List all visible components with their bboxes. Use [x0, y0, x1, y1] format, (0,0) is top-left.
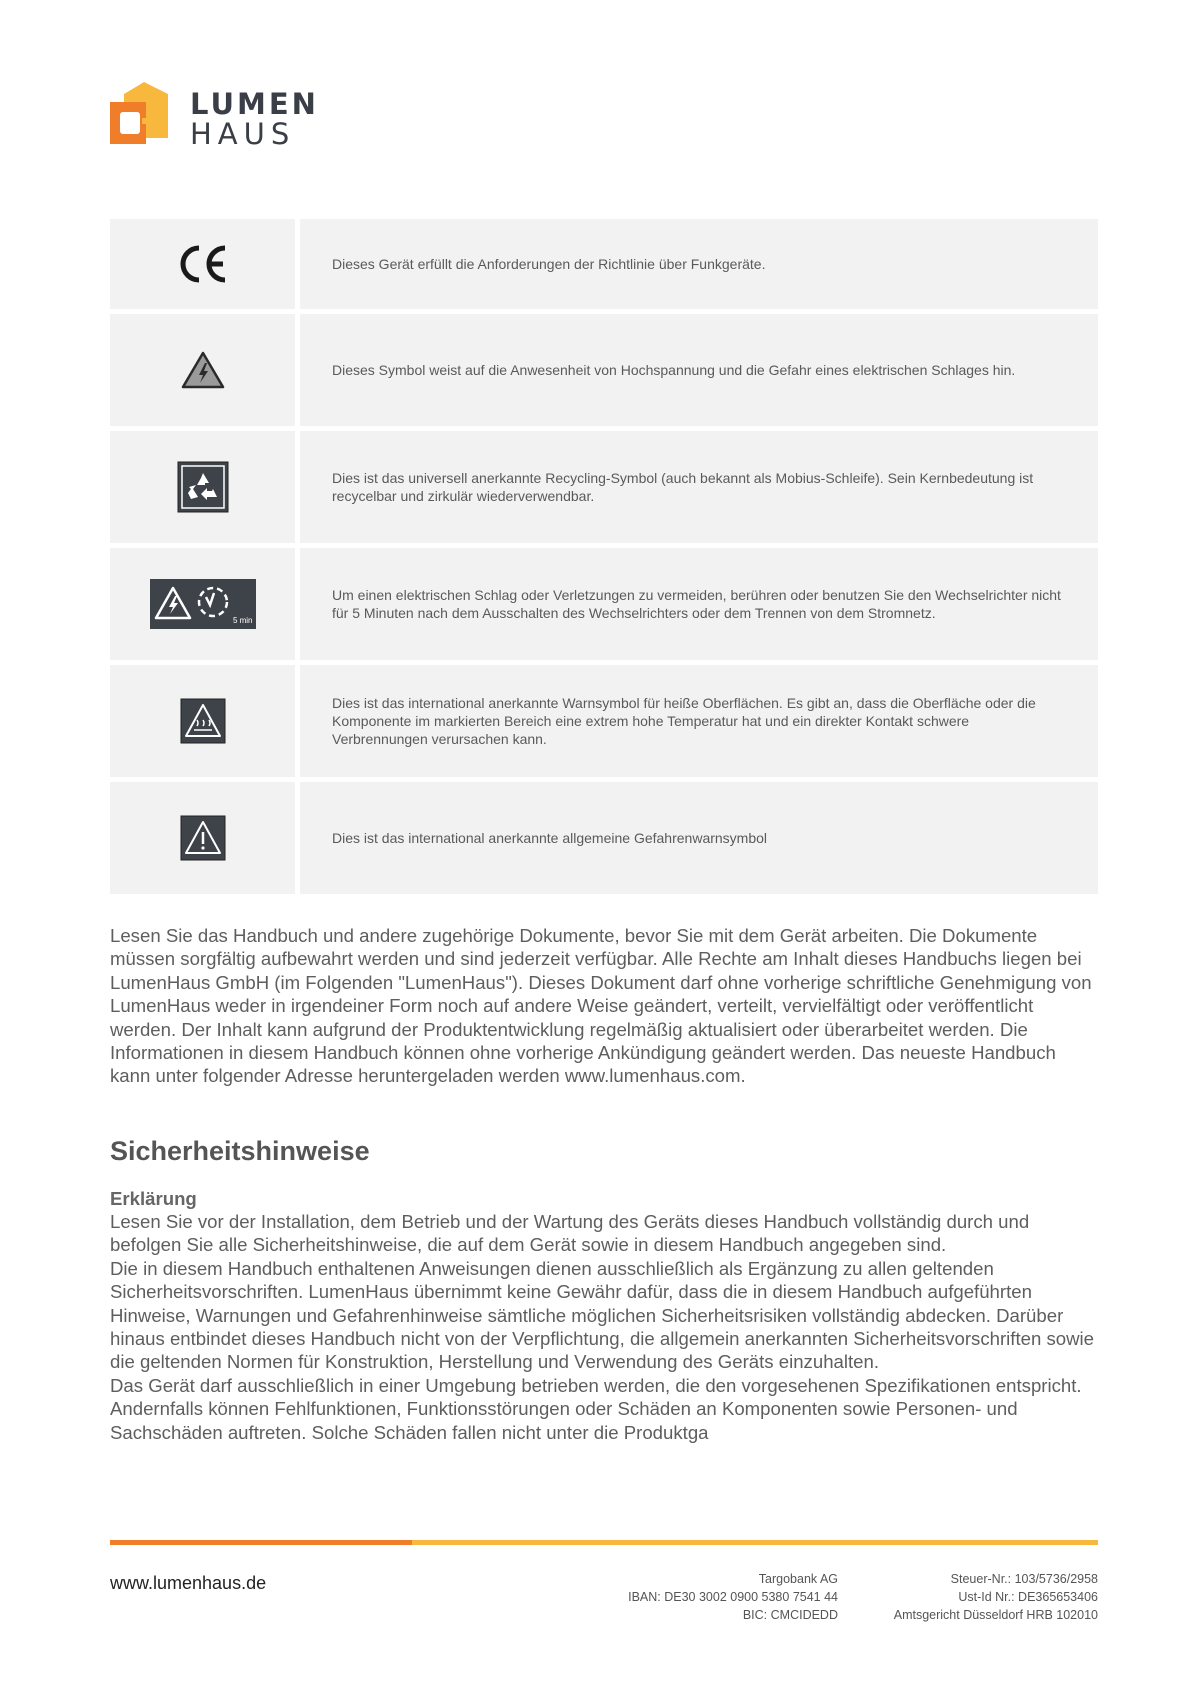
high-voltage-warning-icon — [181, 351, 225, 389]
court-register: Amtsgericht Düsseldorf HRB 102010 — [893, 1608, 1098, 1622]
symbol-icon-cell — [110, 782, 295, 894]
logo-line-1: LUMEN — [190, 87, 319, 121]
body-paragraph: Das Gerät darf ausschließlich in einer Umgebung betrieben werden, die den vorgesehenen Spezifikationen entspricht. Andernfalls können Fehlfunktionen, Funktionsstörungen oder Schäden an Komponenten sowie Personen- und Sachschäden auftreten. Solche Schäden fallen nicht unter die Produktga — [110, 1374, 1082, 1443]
symbol-description: Dies ist das international anerkannte allgemeine Gefahrenwarnsymbol — [300, 782, 1098, 894]
symbol-icon-cell — [110, 548, 295, 660]
bank-iban: IBAN: DE30 3002 0900 5380 7541 44 — [628, 1590, 838, 1604]
symbol-icon-cell — [110, 219, 295, 309]
symbol-row — [110, 219, 1098, 309]
footer-divider — [110, 1540, 1098, 1545]
symbol-table — [110, 219, 1098, 899]
symbol-row — [110, 431, 1098, 543]
symbol-description: Dieses Gerät erfüllt die Anforderungen der Richtlinie über Funkgeräte. — [300, 219, 1098, 309]
symbol-description: Um einen elektrischen Schlag oder Verletzungen zu vermeiden, berühren oder benutzen Sie den Wechselrichter nicht für 5 Minuten nach dem Ausschalten des Wechselrichters oder dem Trennen von dem Stromnetz. — [300, 548, 1098, 660]
symbol-row — [110, 782, 1098, 894]
general-warning-icon — [180, 815, 226, 861]
symbol-icon-cell — [110, 431, 295, 543]
ce-mark-icon — [177, 244, 229, 284]
symbol-row — [110, 314, 1098, 426]
symbol-row — [110, 665, 1098, 777]
symbol-row — [110, 548, 1098, 660]
section-title: Sicherheitshinweise — [110, 1136, 370, 1166]
tax-number: Steuer-Nr.: 103/5736/2958 — [950, 1572, 1098, 1586]
section-body — [110, 1210, 1100, 1444]
body-paragraph: Die in diesem Handbuch enthaltenen Anweisungen dienen ausschließlich als Ergänzung zu allen geltenden Sicherheitsvorschriften. LumenHaus übernimmt keine Gewähr dafür, dass die in diesem Handbuch aufgeführten Hinweise, Warnungen und Gefahrenhinweise sämtliche möglichen Sicherheitsrisiken vollständig abdecken. Darüber hinaus entbindet dieses Handbuch nicht von der Verpflichtung, die allgemein anerkannten Sicherheitsvorschriften sowie die geltenden Normen für Konstruktion, Herstellung und Verwendung des Geräts einzuhalten. — [110, 1257, 1095, 1373]
footer-bank-info — [628, 1570, 838, 1624]
footer-divider-orange — [110, 1540, 412, 1545]
house-logo-icon — [110, 82, 180, 148]
symbol-description: Dies ist das universell anerkannte Recycling-Symbol (auch bekannt als Mobius-Schleife). Sein Kernbedeutung ist recycelbar und zirkulär wiederverwendbar. — [300, 431, 1098, 543]
discharge-time-warning-icon — [150, 579, 256, 629]
symbol-description: Dies ist das international anerkannte Warnsymbol für heiße Oberflächen. Es gibt an, dass die Oberfläche oder die Komponente im markierten Bereich eine extrem hohe Temperatur hat und ein direkter Kontakt schwere Verbrennungen verursachen kann. — [300, 665, 1098, 777]
footer-tax-info — [894, 1570, 1098, 1624]
body-paragraph: Lesen Sie vor der Installation, dem Betrieb und der Wartung des Geräts dieses Handbuch vollständig durch und befolgen Sie alle Sicherheitshinweise, die auf dem Gerät sowie in diesem Handbuch angegeben sind. — [110, 1211, 1030, 1256]
logo-wordmark — [190, 87, 319, 151]
discharge-time-label: 5 min — [232, 616, 253, 625]
symbol-icon-cell — [110, 665, 295, 777]
bank-bic: BIC: CMCIDEDD — [742, 1608, 838, 1622]
company-logo — [110, 82, 340, 151]
recycling-icon — [177, 461, 229, 513]
symbol-description: Dieses Symbol weist auf die Anwesenheit von Hochspannung und die Gefahr eines elektrischen Schlages hin. — [300, 314, 1098, 426]
bank-name: Targobank AG — [758, 1572, 838, 1586]
footer-website[interactable]: www.lumenhaus.de — [110, 1573, 267, 1593]
symbol-icon-cell — [110, 314, 295, 426]
subsection-title: Erklärung — [110, 1188, 197, 1209]
hot-surface-warning-icon — [180, 698, 226, 744]
footer-divider-yellow — [412, 1540, 1098, 1545]
intro-paragraph: Lesen Sie das Handbuch und andere zugehörige Dokumente, bevor Sie mit dem Gerät arbeiten. Die Dokumente müssen sorgfältig aufbewahrt werden und sind jederzeit verfügbar. Alle Rechte am Inhalt dieses Handbuchs liegen bei LumenHaus GmbH (im Folgenden "LumenHaus"). Dieses Dokument darf ohne vorherige schriftliche Genehmigung von LumenHaus weder in irgendeiner Form noch auf andere Weise geändert, verteilt, vervielfältigt oder veröffentlicht werden. Der Inhalt kann aufgrund der Produktentwicklung regelmäßig aktualisiert oder überarbeitet werden. Die Informationen in diesem Handbuch können ohne vorherige Ankündigung geändert werden. Das neueste Handbuch kann unter folgender Adresse heruntergeladen werden www.lumenhaus.com. — [110, 925, 1092, 1087]
vat-id: Ust-Id Nr.: DE365653406 — [958, 1590, 1098, 1604]
logo-line-2: HAUS — [190, 117, 296, 151]
